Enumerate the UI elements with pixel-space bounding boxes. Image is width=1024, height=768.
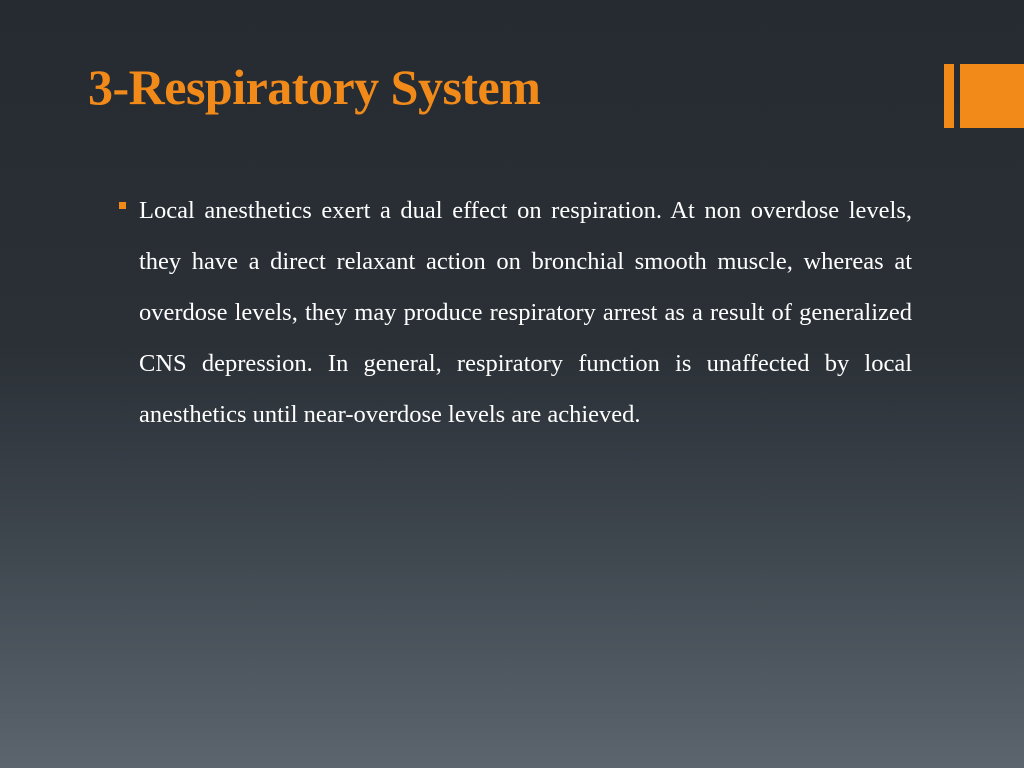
corner-accent-bar-thin	[944, 64, 954, 128]
slide-title: 3-Respiratory System	[88, 59, 541, 115]
square-bullet-icon	[119, 202, 126, 209]
bullet-list	[118, 185, 912, 440]
corner-accent-bar-thick	[960, 64, 1024, 128]
list-item	[118, 185, 912, 440]
bullet-text: Local anesthetics exert a dual effect on respiration. At non overdose levels, they have a direct relaxant action on bronchial smooth muscle, whereas at overdose levels, they may produce respiratory arrest as a result of generalized CNS depression. In general, respiratory function is unaffected by local anesthetics until near-overdose levels are achieved.	[139, 197, 912, 428]
